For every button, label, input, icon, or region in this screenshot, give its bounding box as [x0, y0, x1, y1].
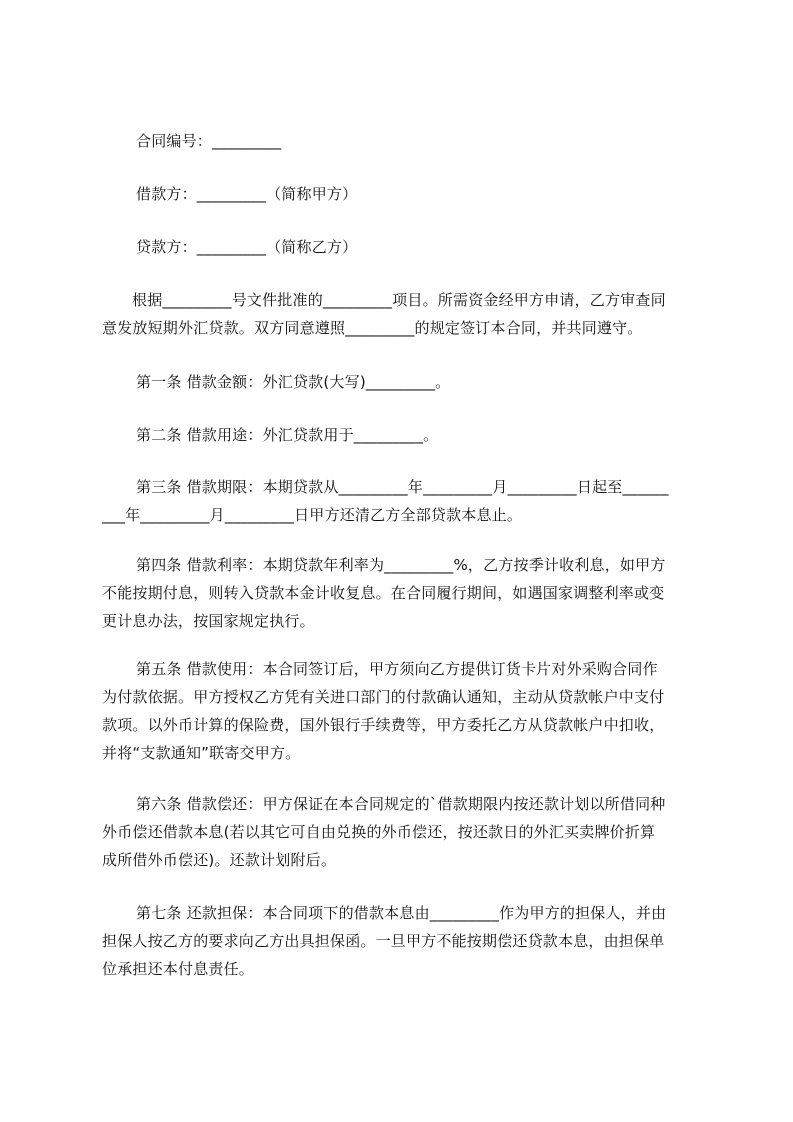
article-2 [102, 421, 700, 449]
article-5-line-1: 第五条 借款使用：本合同签订后，甲方须向乙方提供订货卡片对外采购合同作 [136, 660, 658, 678]
article-5-line-4: 并将“支款通知”联寄交甲方。 [102, 744, 301, 762]
borrower-line: 借款方：_________（简称甲方） [136, 185, 358, 203]
article-4 [102, 551, 700, 635]
article-4-line-3: 更计息办法，按国家规定执行。 [102, 612, 315, 630]
article-5-line-2: 为付款依据。甲方授权乙方凭有关进口部门的付款确认通知，主动从贷款帐户中支付 [102, 688, 665, 706]
article-3-line-1: 第三条 借款期限：本期贷款从_________年_________月_________日起至______ [136, 478, 669, 496]
article-3 [102, 473, 700, 529]
article-7-line-1: 第七条 还款担保：本合同项下的借款本息由_________作为甲方的担保人，并由 [136, 904, 667, 922]
article-1 [102, 368, 700, 396]
article-1-line-1: 第一条 借款金额：外汇贷款(大写)_________。 [136, 373, 451, 391]
article-7 [102, 899, 700, 983]
article-6 [102, 790, 700, 874]
article-7-line-3: 位承担还本付息责任。 [102, 960, 255, 978]
article-4-line-2: 不能按期付息，则转入贷款本金计收复息。在合同履行期间，如遇国家调整利率或变 [102, 584, 665, 602]
contract-number-line: 合同编号：_________ [136, 132, 282, 150]
article-6-line-2: 外币偿还借款本息(若以其它可自由兑换的外币偿还，按还款日的外汇买卖牌价折算 [102, 823, 656, 841]
article-2-line-1: 第二条 借款用途：外汇贷款用于_________。 [136, 426, 439, 444]
preamble-line-1: 根据_________号文件批准的_________项目。所需资金经甲方申请，乙方审查同 [132, 291, 666, 309]
article-6-line-1: 第六条 借款偿还：甲方保证在本合同规定的`借款期限内按还款计划以所借同种 [136, 795, 666, 813]
article-3-line-2: ___年_________月_________日甲方还清乙方全部贷款本息止。 [102, 506, 523, 524]
article-5-line-3: 款项。以外币计算的保险费，国外银行手续费等，甲方委托乙方从贷款帐户中扣收， [102, 716, 665, 734]
preamble-paragraph [102, 286, 700, 342]
article-4-line-1: 第四条 借款利率：本期贷款年利率为_________%，乙方按季计收利息，如甲方 [136, 556, 666, 574]
article-5 [102, 655, 700, 767]
article-6-line-3: 成所借外币偿还)。还款计划附后。 [102, 851, 337, 869]
article-7-line-2: 担保人按乙方的要求向乙方出具担保函。一旦甲方不能按期偿还贷款本息，由担保单 [102, 932, 665, 950]
preamble-line-2: 意发放短期外汇贷款。双方同意遵照_________的规定签订本合同，并共同遵守。 [102, 319, 643, 337]
lender-line: 贷款方：_________（简称乙方） [136, 238, 358, 256]
